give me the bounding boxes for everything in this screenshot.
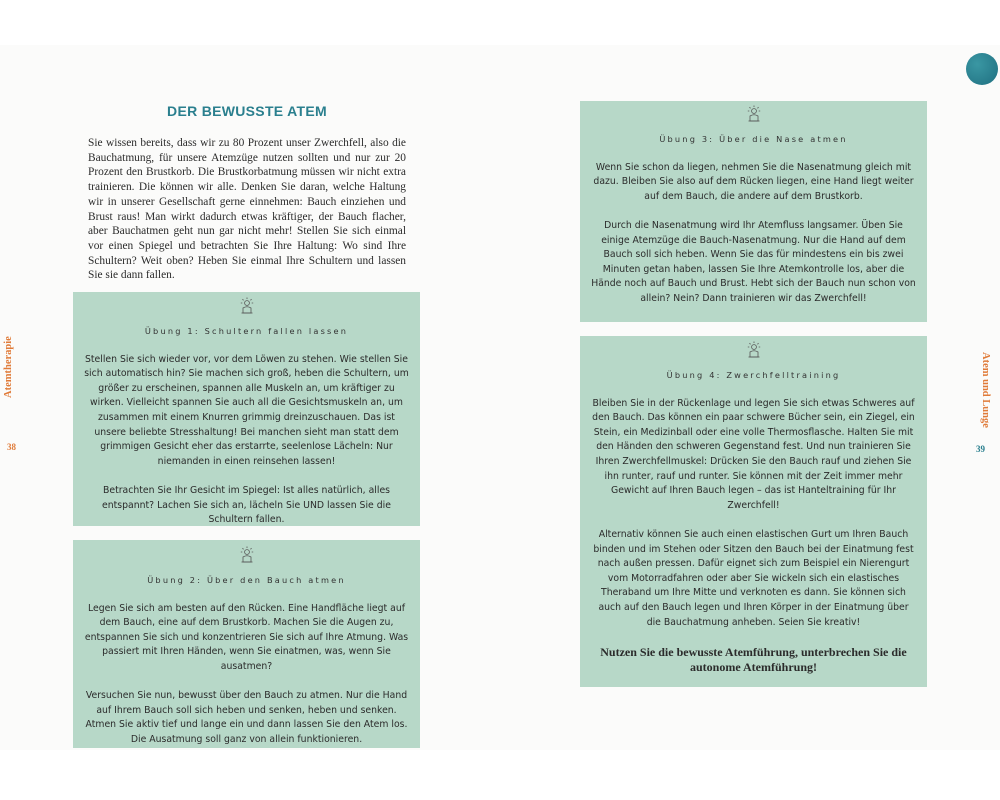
exercise-box-4: [580, 336, 927, 687]
exercise-paragraph: Legen Sie sich am besten auf den Rücken. Eine Handfläche liegt auf dem Bauch, eine auf dem Brustkorb. Machen Sie die Augen zu, entspannen Sie sich und konzentrieren Sie sich auf Ihre Atmung. Was passiert mit Ihren Händen, wenn Sie einatmen, was, wenn Sie ausatmen?: [84, 602, 409, 672]
exercise-title: Übung 4: Zwerchfelltraining: [666, 370, 841, 380]
exercise-paragraph: Betrachten Sie Ihr Gesicht im Spiegel: Ist alles natürlich, alles entspannt? Lachen Sie sich an, lächeln Sie UND lassen Sie die Schultern fallen.: [102, 484, 391, 526]
exercise-paragraph: Versuchen Sie nun, bewusst über den Bauch zu atmen. Nur die Hand auf Ihrem Bauch soll sich heben und senken, heben und senken. Atmen Sie aktiv tief und lange ein und dann lassen Sie den Atem los. Die Ausatmung soll ganz von allein funktionieren.: [85, 690, 408, 745]
decorative-circle: [966, 53, 998, 85]
exercise-paragraph: Alternativ können Sie auch einen elastischen Gurt um Ihren Bauch binden und im Stehen oder Sitzen den Bauch bei der Einatmung fest nach außen pressen. Dafür eignet sich zum Beispiel ein Nierengurt vom Motorradfahren oder aber Sie wickeln sich ein elastisches Theraband um Ihre Mitte und verknoten es dann. Sie können sich auch auf den Bauch legen und Ihren Körper in der Einatmung über die Bauchatmung anheben. Seien Sie kreativ!: [593, 528, 914, 628]
exercise-paragraph: Bleiben Sie in der Rückenlage und legen Sie sich etwas Schweres auf den Bauch. Das können ein paar schwere Bücher sein, ein Ziegel, ein Stein, ein Medizinball oder eine volle Thermosflasche. Halten Sie mit den Händen den schweren Gegenstand fest. Und nun trainieren Sie Ihren Zwerchfellmuskel: Drücken Sie den Bauch rauf und ziehen Sie ihn runter, rauf und runter. Sie können mit der Zeit immer mehr Gewicht auf Ihren Bauch legen – das ist Hanteltraining für Ihr Zwerchfell!: [592, 397, 915, 511]
exercise-title: Übung 1: Schultern fallen lassen: [144, 326, 349, 336]
exercise-title: Übung 2: Über den Bauch atmen: [147, 575, 346, 585]
left-page-number: 38: [7, 442, 16, 452]
exercise-title: Übung 3: Über die Nase atmen: [659, 134, 848, 144]
meditation-icon: [237, 545, 257, 565]
exercise-paragraph: Wenn Sie schon da liegen, nehmen Sie die Nasenatmung gleich mit dazu. Bleiben Sie also auf dem Rücken liegen, eine Hand liegt weiter auf dem Bauch, die andere auf dem Brustkorb.: [593, 161, 914, 202]
right-section-label: Atem und Lunge: [980, 352, 991, 428]
section-heading: DER BEWUSSTE ATEM: [167, 103, 327, 119]
exercise-box-2: [73, 540, 420, 748]
exercise-box-1: [73, 292, 420, 526]
exercise-paragraph: Stellen Sie sich wieder vor, vor dem Löwen zu stehen. Wie stellen Sie sich automatisch hin? Sie machen sich groß, heben die Schultern, um größer zu erscheinen, spannen alle Muskeln an, um kräftiger zu wirken. Vielleicht spannen Sie auch all die Gesichtsmuskeln an, um zusammen mit einem Knurren grimmig dreinzuschauen. Das ist unsere beliebte Stresshaltung! Bei manchen sieht man statt dem grimmigen Gesicht eher das erstarrte, seelenlose Lächeln: Nur niemanden in einen reinsehen lassen!: [84, 353, 409, 467]
meditation-icon: [744, 340, 764, 360]
exercise-paragraph: Durch die Nasenatmung wird Ihr Atemfluss langsamer. Üben Sie einige Atemzüge die Bauch-Nasenatmung. Nur die Hand auf dem Bauch soll sich heben. Wenn Sie das für mindestens ein bis zwei Minuten getan haben, lassen Sie Ihre Atemkontrolle los, aber die Hände noch auf Bauch und Brust. Hebt sich der Bauch nun schon von allein? Nein? Dann trainieren wir das Zwerchfell!: [591, 219, 916, 304]
exercise-box-3: [580, 101, 927, 322]
left-section-label: Atemtherapie: [3, 336, 14, 398]
meditation-icon: [744, 104, 764, 124]
intro-paragraph: Sie wissen bereits, dass wir zu 80 Prozent unser Zwerchfell, also die Bauchatmung, für unsere Atemzüge nutzen sollten und nur zur 20 Prozent den Brustkorb. Die Brustkorbatmung müssen wir nicht extra trainieren. Die können wir alle. Denken Sie daran, welche Haltung wir in unserer Gesellschaft gerne einnehmen: Bauch einziehen und Brust raus! Man wirkt dadurch etwas kräftiger, der Bauch flacher, aber Bauchatmen geht nun gar nicht mehr! Stellen Sie sich einmal vor einen Spiegel und betrachten Sie Ihre Haltung: Wo sind Ihre Schultern? Weit oben? Heben Sie einmal Ihre Schultern und lassen Sie sie dann fallen.: [88, 137, 406, 282]
meditation-icon: [237, 296, 257, 316]
emphasis-text: Nutzen Sie die bewusste Atemführung, unterbrechen Sie die autonome Atemführung!: [600, 645, 907, 675]
right-page-number: 39: [976, 444, 985, 454]
